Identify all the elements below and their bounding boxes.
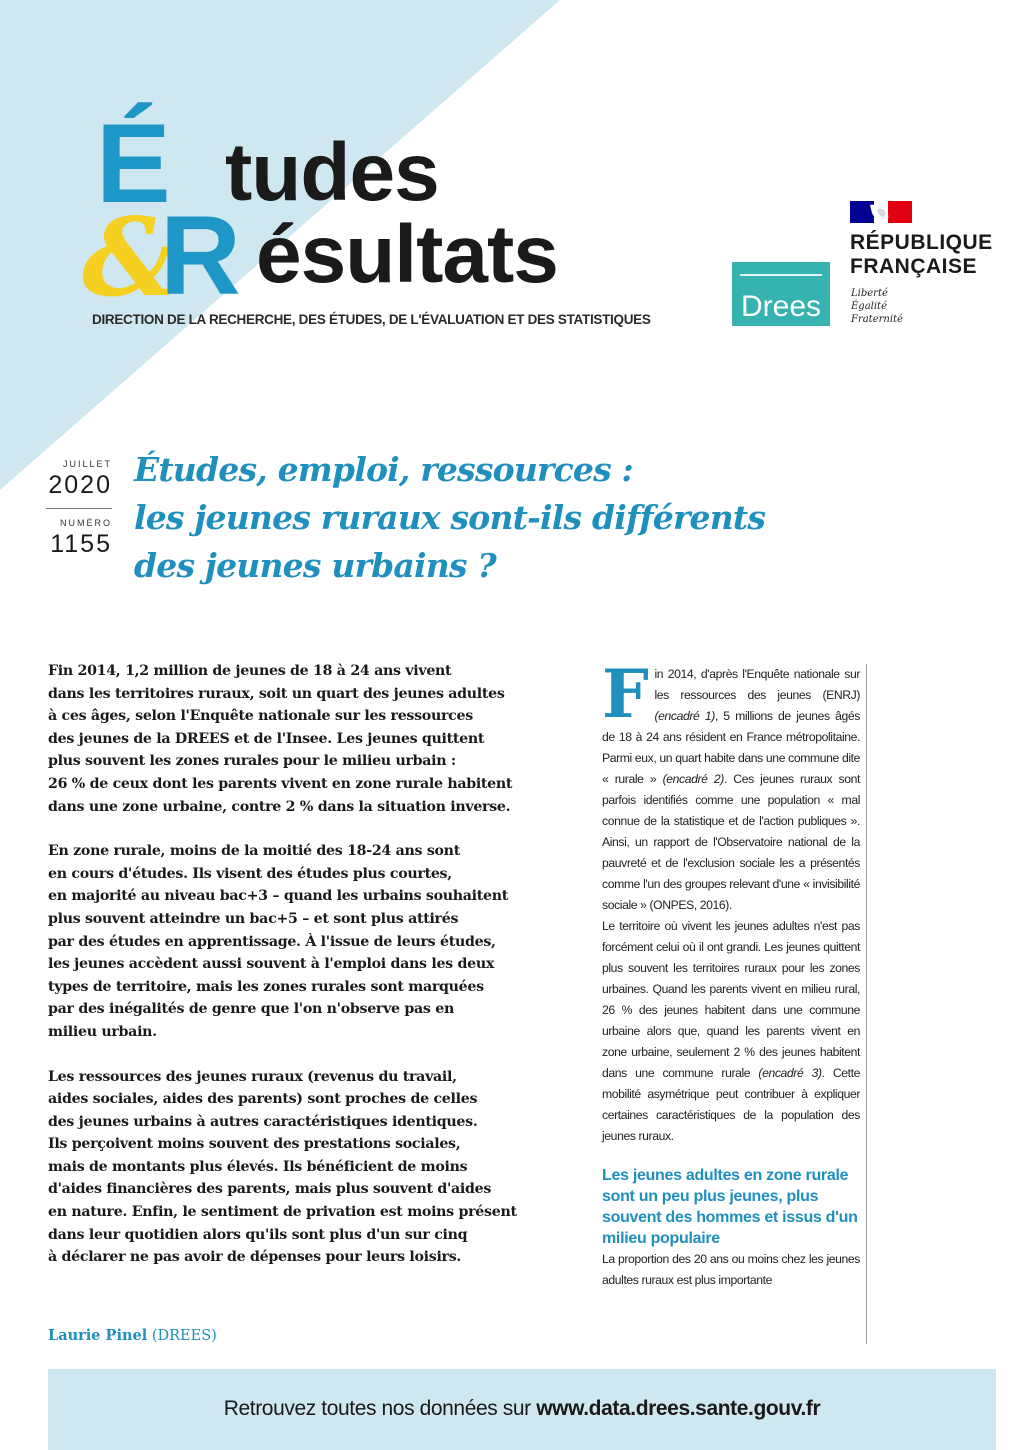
summary-line: types de territoire, mais les zones rurales sont marquées [48,978,484,995]
summary-line: des jeunes urbains à autres caractéristiques identiques. [48,1113,478,1130]
issue-block [46,458,112,559]
summary-line: Ils perçoivent moins souvent des prestations sociales, [48,1136,461,1153]
box-reference: (encadré 2) [662,772,724,786]
drees-logo [732,262,830,326]
summary-line: mais de montants plus élevés. Ils bénéficient de moins [48,1158,468,1175]
author-name: Laurie Pinel [48,1327,148,1344]
summary-line: plus souvent atteindre un bac+5 – et sont plus attirés [48,910,459,927]
summary-line: Fin 2014, 1,2 million de jeunes de 18 à 24 ans vivent [48,663,452,679]
author-credit [48,1327,217,1344]
column-rule [866,664,867,1344]
motto-egalite: Égalité [851,301,887,312]
logo-word-tudes: tudes [225,127,439,218]
motto-fraternite: Fraternité [851,314,903,325]
logo-word-esultats: ésultats [256,209,558,300]
body-text: . Cette mobilité asymétrique peut contribuer à expliquer certaines caractéristiques de la population des jeunes ruraux. [602,1066,860,1143]
section-subheading: Les jeunes adultes en zone rurale sont un peu plus jeunes, plus souvent des hommes et issus d'un milieu populaire [602,1167,858,1247]
summary-line: par des études en apprentissage. À l'issue de leurs études, [48,933,496,950]
drees-logo-text: Drees [740,290,822,323]
summary-line: dans les territoires ruraux, soit un quart des jeunes adultes [48,685,505,702]
motto-liberte: Liberté [851,288,888,299]
summary-line: dans une zone urbaine, contre 2 % dans la situation inverse. [48,798,511,815]
summary-line: des jeunes de la DREES et de l'Insee. Les jeunes quittent [48,730,485,747]
summary-paragraph-2 [48,840,568,1043]
logo-letter-e: É [96,101,171,226]
republique-francaise-name [850,231,993,279]
author-org: (DREES) [151,1328,217,1344]
summary-line: En zone rurale, moins de la moitié des 18-24 ans sont [48,843,460,860]
summary-line: Les ressources des jeunes ruraux (revenus du travail, [48,1068,457,1085]
body-column [602,655,860,1291]
logo-letter-r: R [160,193,241,318]
republique-motto [851,287,903,326]
rf-name-line1: RÉPUBLIQUE [850,231,993,254]
body-text: Le territoire où vivent les jeunes adultes n'est pas forcément celui où il ont grandi. Les jeunes quittent plus souvent les territoires ruraux pour les zones urbaines. Quand les parents vivent en milieu rural, 26 % des jeunes habitent dans une commune urbaine alors que, quand les parents vivent en zone urbaine, seulement 2 % des jeunes habitent dans une commune rurale [602,919,860,1080]
footer-banner [48,1369,996,1450]
body-text: . Ces jeunes ruraux sont parfois identifiés comme une population « mal connue de la statistique et de l'action publiques ». Ainsi, un rapport de l'Observatoire national de la pauvreté et de l'exclusion sociale les a présentés comme l'un des groupes relevant d'une « invisibilité sociale » (ONPES, 2016). [602,772,860,912]
footer-url-link[interactable]: www.data.drees.sante.gouv.fr [536,1397,821,1420]
title-line-3: des jeunes urbains ? [134,546,496,585]
summary-paragraph-1 [48,660,568,818]
summary-line: 26 % de ceux dont les parents vivent en zone rurale habitent [48,775,513,792]
summary-line: en nature. Enfin, le sentiment de privation est moins présent [48,1204,517,1221]
summary [48,660,568,1291]
body-paragraph-2 [602,916,860,1147]
summary-line: milieu urbain. [48,1023,157,1040]
footer-text [48,1397,996,1421]
body-text: , 5 millions de jeunes âgés de 18 à 24 ans résident en France métropolitaine. Parmi eux, un quart habite dans une commune dite « rurale » [602,709,860,786]
summary-line: dans leur quotidien alors qu'ils sont plus d'un sur cinq [48,1226,468,1243]
summary-line: à déclarer ne pas avoir de dépenses pour leurs loisirs. [48,1249,462,1266]
summary-line: plus souvent les zones rurales pour le milieu urbain : [48,753,456,770]
issue-number: 1155 [50,530,112,558]
issue-year: 2020 [48,471,112,499]
page-title [134,446,834,590]
summary-line: en cours d'études. Ils visent des études plus courtes, [48,865,452,882]
directorate-tagline: DIRECTION DE LA RECHERCHE, DES ÉTUDES, DE L'ÉVALUATION ET DES STATISTIQUES [92,312,651,327]
summary-line: les jeunes accèdent aussi souvent à l'emploi dans les deux [48,956,495,973]
body-text: in 2014, d'après l'Enquête nationale sur les ressources des jeunes (ENRJ) [654,667,860,702]
footer-label: Retrouvez toutes nos données sur [223,1397,537,1420]
summary-line: en majorité au niveau bac+3 – quand les urbains souhaitent [48,888,509,905]
title-line-1: Études, emploi, ressources : [134,450,633,489]
box-reference: (encadré 3) [758,1066,822,1080]
body-paragraph-3: La proportion des 20 ans ou moins chez les jeunes adultes ruraux est plus importante [602,1252,860,1287]
issue-month: JUILLET [62,459,112,469]
drees-logo-bar [740,274,822,276]
issue-divider [46,508,112,509]
summary-line: d'aides financières des parents, mais plus souvent d'aides [48,1181,492,1198]
summary-line: à ces âges, selon l'Enquête nationale sur les ressources [48,708,473,725]
box-reference: (encadré 1) [654,709,715,723]
logo-ampersand: & [82,195,180,321]
rf-name-line2: FRANÇAISE [850,255,978,278]
title-line-2: les jeunes ruraux sont-ils différents [134,498,766,537]
summary-line: par des inégalités de genre que l'on n'observe pas en [48,1001,454,1018]
summary-line: aides sociales, aides des parents) sont proches de celles [48,1091,478,1108]
issue-number-label: NUMÉRO [60,518,112,528]
marianne-flag-icon [850,201,912,223]
drop-cap: F [602,655,649,733]
summary-paragraph-3 [48,1066,568,1269]
